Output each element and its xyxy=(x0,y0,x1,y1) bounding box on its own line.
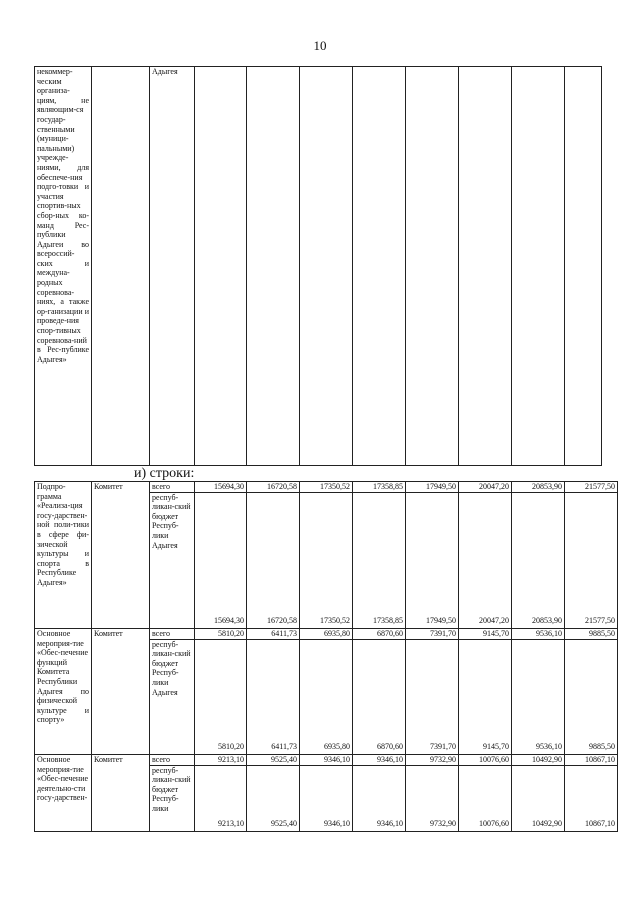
value-cell xyxy=(406,482,459,629)
value-cell xyxy=(512,629,565,755)
budget-value: 17949,50 xyxy=(426,616,456,626)
value-cell xyxy=(300,67,353,466)
budget-value: 9346,10 xyxy=(324,819,350,829)
funding-source: респуб-ликан-ский бюджет Респуб-лики Адыгея xyxy=(152,492,191,550)
total-value: 21577,50 xyxy=(565,482,617,493)
value-cell xyxy=(247,482,300,629)
value-cell xyxy=(565,67,602,466)
value-cell xyxy=(353,67,406,466)
budget-value: 9346,10 xyxy=(377,819,403,829)
budget-value: 9145,70 xyxy=(483,742,509,752)
budget-value: 9213,10 xyxy=(218,819,244,829)
budget-value: 10867,10 xyxy=(585,819,615,829)
budget-value: 9525,40 xyxy=(271,819,297,829)
value-cell xyxy=(353,755,406,832)
total-value: 9145,70 xyxy=(459,629,511,640)
total-value: 10867,10 xyxy=(565,755,617,766)
funding-source: респуб-ликан-ский бюджет Респуб-лики Адыгея xyxy=(152,639,191,697)
budget-value: 20853,90 xyxy=(532,616,562,626)
source-cell xyxy=(150,629,195,755)
value-cell xyxy=(565,755,618,832)
value-cell xyxy=(247,67,300,466)
value-cell xyxy=(247,629,300,755)
budget-value: 10076,60 xyxy=(479,819,509,829)
value-cell xyxy=(195,67,247,466)
budget-value: 20047,20 xyxy=(479,616,509,626)
total-value: 16720,58 xyxy=(247,482,299,493)
value-cell xyxy=(300,629,353,755)
value-cell xyxy=(512,482,565,629)
value-cell xyxy=(459,482,512,629)
budget-value: 15694,30 xyxy=(214,616,244,626)
table-row xyxy=(35,482,618,629)
total-value: 9885,50 xyxy=(565,629,617,640)
value-cell xyxy=(459,755,512,832)
total-label: всего xyxy=(150,755,194,766)
value-cell xyxy=(512,755,565,832)
page-number: 10 xyxy=(313,38,327,53)
executor-cell: Комитет xyxy=(92,755,150,832)
section-heading: и) строки: xyxy=(134,466,195,481)
total-value: 10076,60 xyxy=(459,755,511,766)
value-cell xyxy=(459,629,512,755)
source-cell xyxy=(150,482,195,629)
value-cell xyxy=(512,67,565,466)
total-value: 6935,80 xyxy=(300,629,352,640)
total-value: 17350,52 xyxy=(300,482,352,493)
source-cell xyxy=(150,755,195,832)
total-value: 9536,10 xyxy=(512,629,564,640)
program-name-cell: некоммер-ческим организа-циям, не являющим-ся государ-ственными (муници-пальными) учрежде-ниями, для обеспече-ния подго-товки и участия спортив-ных сбор-ных ко-манд Рес-публики Адыгеи во всероссий-ских и междуна-родных соревнова-ниях, а также ор-ганизации и проведе-ния спор-тивных соревнова-ний в Рес-публике Адыгея» xyxy=(35,67,92,466)
total-value: 20853,90 xyxy=(512,482,564,493)
table-row xyxy=(35,67,602,466)
budget-value: 17358,85 xyxy=(373,616,403,626)
value-cell xyxy=(353,482,406,629)
value-cell xyxy=(459,67,512,466)
program-name-cell: Основное мероприя-тие «Обес-печение функций Комитета Республики Адыгея по физической культуре и спорту» xyxy=(35,629,92,755)
executor-cell xyxy=(92,67,150,466)
budget-value: 10492,90 xyxy=(532,819,562,829)
executor-cell: Комитет xyxy=(92,482,150,629)
value-cell xyxy=(565,482,618,629)
budget-value: 21577,50 xyxy=(585,616,615,626)
total-value: 6411,73 xyxy=(247,629,299,640)
funding-source: респуб-ликан-ский бюджет Респуб-лики xyxy=(152,765,191,813)
total-label: всего xyxy=(150,629,194,640)
budget-value: 6935,80 xyxy=(324,742,350,752)
total-value: 10492,90 xyxy=(512,755,564,766)
value-cell xyxy=(300,755,353,832)
value-cell xyxy=(565,629,618,755)
total-value: 20047,20 xyxy=(459,482,511,493)
table-row xyxy=(35,755,618,832)
budget-value: 9536,10 xyxy=(536,742,562,752)
total-value: 9732,90 xyxy=(406,755,458,766)
continuation-table xyxy=(34,66,602,466)
value-cell xyxy=(195,629,247,755)
budget-value: 9732,90 xyxy=(430,819,456,829)
program-name-cell: Подпро-грамма «Реализа-ция госу-дарствен-ной поли-тики в сфере фи-зической культуры и спорта в Республике Адыгея» xyxy=(35,482,92,629)
program-table xyxy=(34,481,618,832)
total-value: 9213,10 xyxy=(195,755,246,766)
total-label: всего xyxy=(150,482,194,493)
program-name-cell: Основное мероприя-тие «Обес-печение деятельно-сти госу-дарствен- xyxy=(35,755,92,832)
budget-value: 7391,70 xyxy=(430,742,456,752)
total-value: 17949,50 xyxy=(406,482,458,493)
table-row xyxy=(35,629,618,755)
value-cell xyxy=(195,755,247,832)
value-cell xyxy=(406,629,459,755)
value-cell xyxy=(406,67,459,466)
value-cell xyxy=(195,482,247,629)
total-value: 9346,10 xyxy=(353,755,405,766)
total-value: 15694,30 xyxy=(195,482,246,493)
value-cell xyxy=(300,482,353,629)
budget-value: 5810,20 xyxy=(218,742,244,752)
total-value: 9346,10 xyxy=(300,755,352,766)
value-cell xyxy=(353,629,406,755)
budget-value: 17350,52 xyxy=(320,616,350,626)
budget-value: 9885,50 xyxy=(589,742,615,752)
total-value: 17358,85 xyxy=(353,482,405,493)
executor-cell: Комитет xyxy=(92,629,150,755)
budget-value: 16720,58 xyxy=(267,616,297,626)
value-cell xyxy=(247,755,300,832)
total-value: 7391,70 xyxy=(406,629,458,640)
budget-value: 6870,60 xyxy=(377,742,403,752)
total-value: 5810,20 xyxy=(195,629,246,640)
budget-value: 6411,73 xyxy=(271,742,297,752)
total-value: 6870,60 xyxy=(353,629,405,640)
value-cell xyxy=(406,755,459,832)
total-value: 9525,40 xyxy=(247,755,299,766)
source-cell: Адыгея xyxy=(150,67,195,466)
